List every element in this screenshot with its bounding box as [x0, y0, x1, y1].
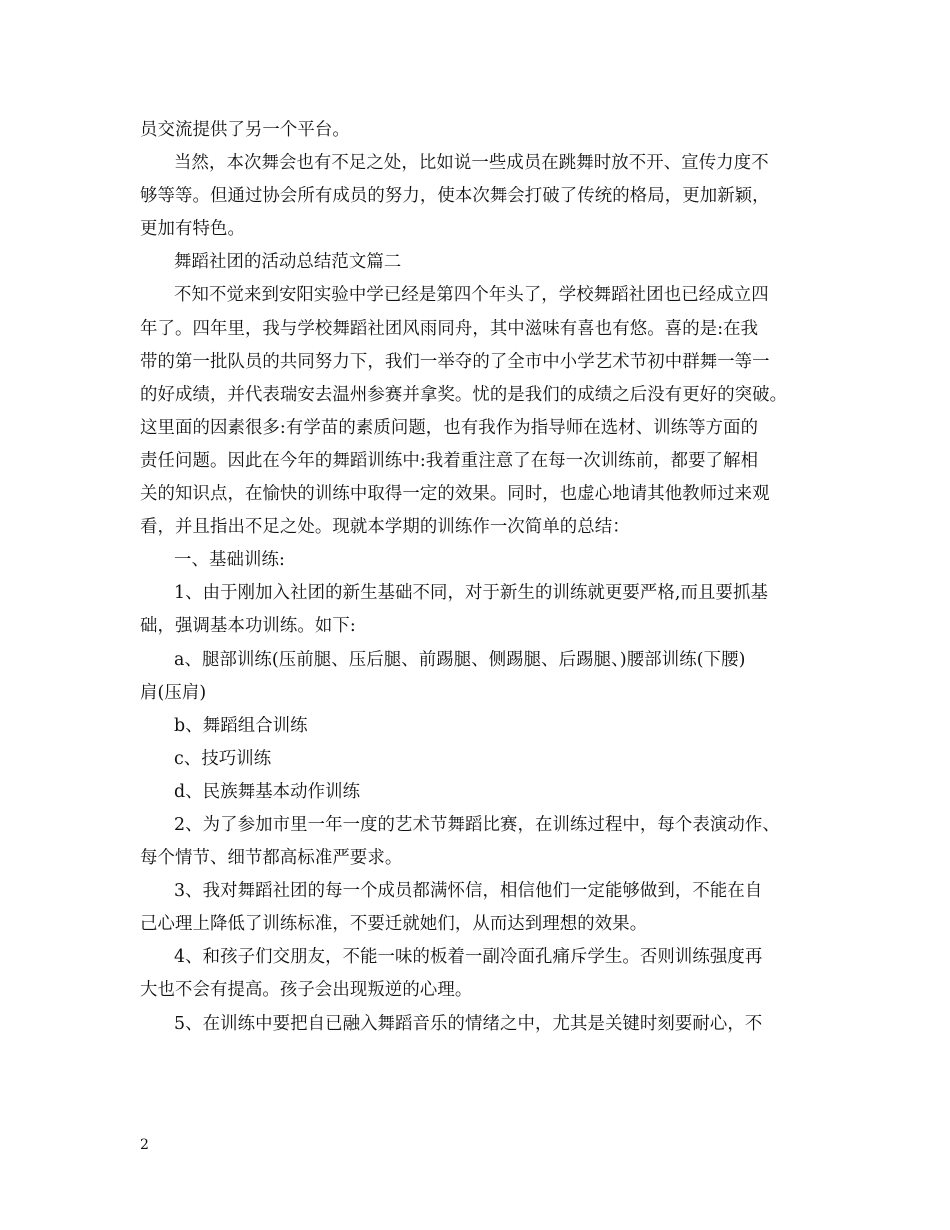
- text-line: 带的第一批队员的共同努力下，我们一举夺的了全市中小学艺术节初中群舞一等一: [140, 351, 770, 372]
- text-line: 己心理上降低了训练标准，不要迁就她们，从而达到理想的效果。: [140, 914, 648, 935]
- text-line: 责任问题。因此在今年的舞蹈训练中:我着重注意了在每一次训练前，都要了解相: [140, 450, 759, 471]
- text-line: 3、我对舞蹈社团的每一个成员都满怀信，相信他们一定能够做到，不能在自: [174, 881, 763, 902]
- text-line: 员交流提供了另一个平台。: [140, 120, 350, 140]
- page-number: 2: [140, 1137, 149, 1153]
- text-line: 5、在训练中要把自已融入舞蹈音乐的情绪之中，尤其是关键时刻要耐心，不: [174, 1013, 763, 1034]
- text-line: 够等等。但通过协会所有成员的努力，使本次舞会打破了传统的格局，更加新颖，: [140, 186, 770, 207]
- text-line: 肩(压肩): [140, 682, 207, 703]
- text-line: 更加有特色。: [140, 219, 245, 240]
- text-line: 一、基础训练:: [174, 550, 285, 571]
- text-line: a、腿部训练(压前腿、压后腿、前踢腿、侧踢腿、后踢腿、)腰部训练(下腰): [174, 649, 746, 670]
- text-line: 舞蹈社团的活动总结范文篇二: [174, 252, 402, 273]
- text-line: 每个情节、细节都高标准严要求。: [140, 848, 403, 869]
- text-line: 的好成绩，并代表瑞安去温州参赛并拿奖。忧的是我们的成绩之后没有更好的突破。: [140, 384, 788, 405]
- text-line: c、技巧训练: [174, 748, 272, 769]
- text-line: 1、由于刚加入社团的新生基础不同，对于新生的训练就更要严格,而且要抓基: [174, 583, 768, 604]
- text-line: 关的知识点，在愉快的训练中取得一定的效果。同时，也虚心地请其他教师过来观: [140, 484, 770, 505]
- document-body: [140, 114, 830, 1041]
- text-line: 础，强调基本功训练。如下:: [140, 616, 356, 637]
- text-line: 看，并且指出不足之处。现就本学期的训练作一次简单的总结：: [140, 517, 630, 538]
- text-line: 这里面的因素很多:有学苗的素质问题，也有我作为指导师在选材、训练等方面的: [140, 417, 759, 438]
- text-line: 不知不觉来到安阳实验中学已经是第四个年头了，学校舞蹈社团也已经成立四: [174, 285, 769, 306]
- text-line: d、民族舞基本动作训练: [174, 781, 361, 802]
- text-line: 4、和孩子们交朋友，不能一味的板着一副冷面孔痛斥学生。否则训练强度再: [174, 947, 763, 968]
- text-line: 2、为了参加市里一年一度的艺术节舞蹈比赛，在训练过程中，每个表演动作、: [174, 814, 780, 835]
- text-line: 当然，本次舞会也有不足之处，比如说一些成员在跳舞时放不开、宣传力度不: [174, 153, 769, 174]
- text-line: 大也不会有提高。孩子会出现叛逆的心理。: [140, 980, 473, 1001]
- text-line: 年了。四年里，我与学校舞蹈社团风雨同舟，其中滋味有喜也有悠。喜的是:在我: [140, 318, 759, 339]
- text-line: b、舞蹈组合训练: [174, 715, 308, 736]
